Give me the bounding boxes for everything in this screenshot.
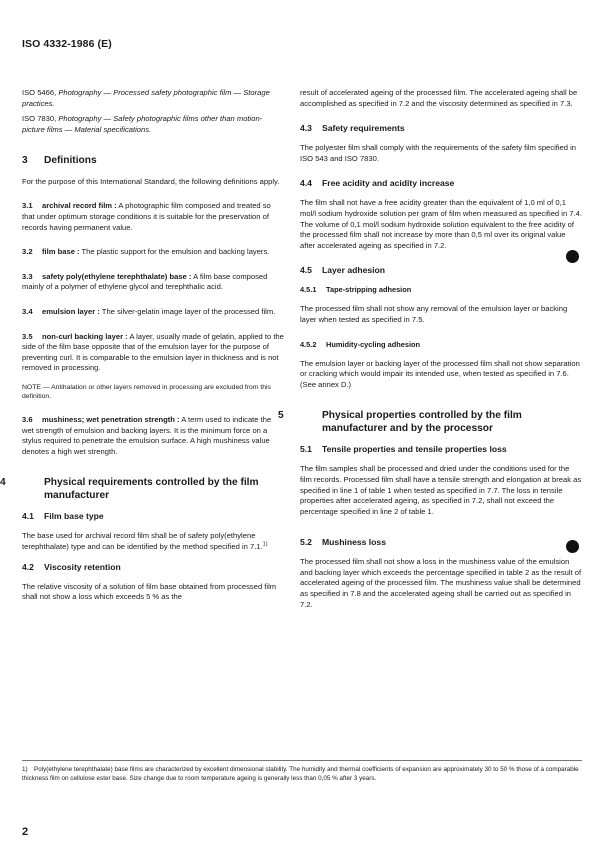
definition-3-2: 3.2 film base : The plastic support for the emulsion and backing layers. <box>22 247 270 257</box>
section-5-heading: 5 Physical properties controlled by the film manufacturer and by the processor <box>278 410 522 434</box>
page-header: ISO 4332-1986 (E) <box>22 38 112 50</box>
revision-bullet-icon <box>566 540 579 553</box>
section-4-1-text: The base used for archival record film shall be of safety poly(ethylene terephthalate) type and can be identified by the method specified in 7.1.$^{1)}$ <box>22 531 268 551</box>
section-5-1-heading: 5.1 Tensile properties and tensile properties loss <box>300 444 507 455</box>
right-column <box>278 88 582 610</box>
section-5-2-text: The processed film shall not show a loss in the mushiness value of the emulsion and backing layer which exceeds the percentage specified in table 2 as the result of accelerated ageing of the processed film. The mushiness value shall be determined as specified in 7.8 and the accelerated ageing shall be carried out as specified in 7.2. <box>300 557 582 609</box>
footnote: 1) Poly(ethylene terephthalate) base films are characterized by excellent dimensional stability. The humidity and thermal coefficients of expansion are approximately 30 to 50 % those of a comparable thickness film on cellulose ester base. Size change due to room temperature ageing is generally less than 0,05 % after 3 years. <box>22 766 579 782</box>
section-4-4-heading: 4.4 Free acidity and acidity increase <box>300 178 455 189</box>
section-4-heading: 4 Physical requirements controlled by the film manufacturer <box>0 477 259 501</box>
section-4-1-heading: 4.1 Film base type <box>22 511 104 522</box>
section-4-2-continued: result of accelerated ageing of the processed film. The accelerated ageing shall be accomplished as specified in 7.2 and the viscosity determined as specified in 7.3. <box>300 88 578 108</box>
section-5-1-text: The film samples shall be processed and dried under the conditions used for the film records. Processed film shall have a tensile strength and elongation at break as specified in line 1 of table 1 when tested as specified in 7.7. The loss in tensile properties after accelerated ageing, as specified in 7.2, shall not exceed the percentage specified in line 2 of table 1. <box>300 464 582 516</box>
definition-note: NOTE — Antihalation or other layers removed in processing are excluded from this definition. <box>22 384 271 400</box>
reference-iso-7830: ISO 7830, Photography — Safety photographic films other than motion-picture films — Material specifications. <box>22 114 263 134</box>
section-4-5-2-text: The emulsion layer or backing layer of the processed film shall not show separation or cracking which would impair its intended use, when tested as specified in 7.6. (See annex D.) <box>300 358 580 389</box>
section-3-intro: For the purpose of this International Standard, the following definitions apply. <box>22 176 280 186</box>
page-number: 2 <box>22 826 29 838</box>
section-4-3-heading: 4.3 Safety requirements <box>300 123 405 134</box>
definition-3-6: 3.6 mushiness; wet penetration strength : A term used to indicate the wet strength of emulsion and backing layers. It is the minimum force on a stylus required to penetrate the emulsion surface. A high mushiness value denotes a high wet strength. <box>22 415 272 456</box>
section-4-2-text: The relative viscosity of a solution of film base obtained from processed film shall not show a loss which exceeds 5 % as the <box>22 581 277 602</box>
section-4-2-heading: 4.2 Viscosity retention <box>22 561 121 572</box>
section-4-5-1-heading: 4.5.1 Tape-stripping adhesion <box>300 285 412 295</box>
section-5-2-heading: 5.2 Mushiness loss <box>300 537 386 548</box>
section-4-5-1-text: The processed film shall not show any removal of the emulsion layer or backing layer when tested as specified in 7.5. <box>300 304 568 324</box>
definition-3-1: 3.1 archival record film : A photographic film composed and treated so that under optimum storage conditions it is suitable for the preservation of records having permanent value. <box>22 201 271 232</box>
reference-iso-5466: ISO 5466, Photography — Processed safety photographic film — Storage practices. <box>22 88 270 108</box>
footnote-ref: 1) <box>262 541 268 548</box>
definition-3-4: 3.4 emulsion layer : The silver-gelatin image layer of the processed film. <box>22 307 276 317</box>
footnote-divider <box>22 760 582 761</box>
section-4-4-text: The film shall not have a free acidity greater than the equivalent of 1,0 ml of 0,1 mol/l sodium hydroxide solution per gram of film when measured as specified in 7.4. The volume of 0,1 mol/l sodium hydroxide solution equivalent to the free acidity of the processed film shall not increase by more than 0,5 ml over its original value after accelerated ageing as specified in 7.2. <box>300 198 582 250</box>
definition-3-3: 3.3 safety poly(ethylene terephthalate) base : A film base composed mainly of a polymer of ethylene glycol and terephthalic acid. <box>22 271 268 292</box>
section-4-3-text: The polyester film shall comply with the requirements of the safety film specified in ISO 543 and ISO 7830. <box>300 143 577 163</box>
section-4-5-2-heading: 4.5.2 Humidity-cycling adhesion <box>300 339 421 349</box>
left-column <box>0 88 284 603</box>
revision-bullet-icon <box>566 250 579 263</box>
section-4-5-heading: 4.5 Layer adhesion <box>300 265 386 276</box>
section-3-heading: 3 Definitions <box>22 155 97 167</box>
definition-3-5: 3.5 non-curl backing layer : A layer, usually made of gelatin, applied to the side of the film base opposite that of the emulsion layer for the purpose of preventing curl. It is comparable to the emulsion layer in thickness and is not removed in processing. <box>22 331 284 373</box>
